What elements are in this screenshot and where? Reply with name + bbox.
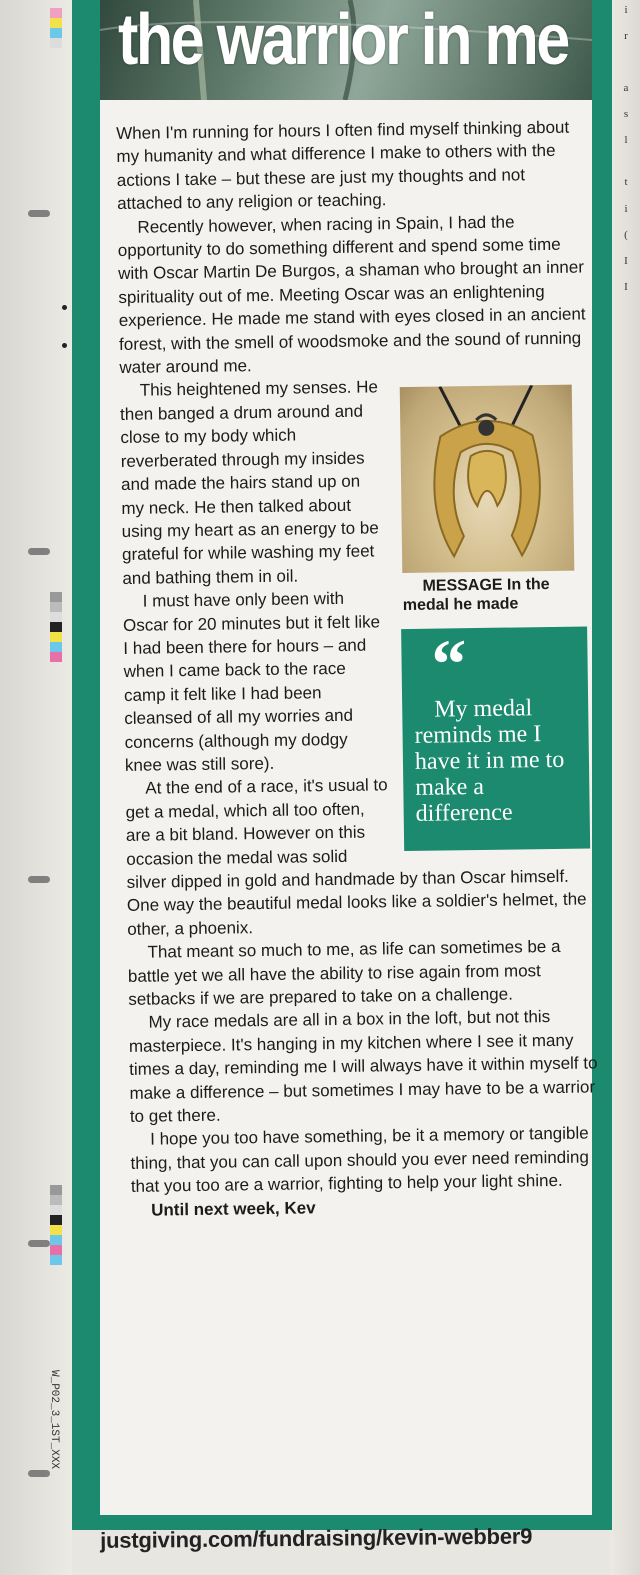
adjacent-letter: t — [624, 176, 628, 189]
page-margin-left — [0, 0, 72, 1575]
medal-photo — [400, 385, 575, 573]
adjacent-letter: I — [624, 254, 628, 267]
headline: the warrior in me — [118, 0, 568, 80]
adjacent-letter: r — [624, 30, 628, 43]
adjacent-letter: ( — [624, 228, 628, 241]
photo-caption — [402, 575, 595, 616]
margin-smudge — [28, 876, 50, 883]
pull-quote-text: My medal reminds me I have it in me to make a difference — [414, 695, 565, 828]
paragraph: My race medals are all in a box in the loft, but not this masterpiece. It's hanging in my kitchen where I see it many times a day, reminding me I will always have it within myself to make a difference – but sometimes I may have to be a warrior to get there. — [128, 1007, 598, 1126]
adjacent-letter: i — [624, 202, 628, 215]
fundraising-url: justgiving.com/fundraising/kevin-webber9 — [100, 1523, 533, 1553]
paragraph-text: This heightened my senses. He then banged a drum around and close to my body which reverberated through my insides and made the hairs stand up on my neck. He then talked about using my heart as an energy to be grateful for while washing my feet and bathing them in oil. — [119, 377, 379, 588]
sidebar-column — [392, 379, 599, 852]
adjacent-letter: i — [624, 4, 628, 16]
adjacent-letter: I — [624, 280, 628, 293]
adjacent-column-letters — [616, 4, 636, 307]
article-text — [116, 115, 603, 1222]
margin-dot — [62, 343, 67, 348]
paragraph: When I'm running for hours I often find myself thinking about my humanity and what difference I make to others with the actions I take – but these are just my thoughts and not attached to any religion or teaching. — [116, 117, 570, 214]
margin-smudge — [28, 210, 50, 217]
adjacent-letter: l — [624, 134, 628, 147]
margin-dot — [62, 305, 67, 310]
print-code: W_P02_3_1ST_XXX — [48, 1370, 60, 1470]
signoff: Until next week, Kev — [151, 1198, 316, 1220]
paragraph: I hope you too have something, be it a memory or tangible thing, that you can call upon should you ever need reminding that you too are a warrior, fighting to help your light shine. — [130, 1123, 590, 1197]
caption-rest: In the medal he made — [402, 576, 550, 615]
color-registration-marks-middle — [50, 592, 62, 662]
paragraph: Recently however, when racing in Spain, I had the opportunity to do something different and spend some time with Oscar Martin De Burgos, a shaman who brought an inner spirituality out of me. Meeting Oscar was an enlightening experience. He made me stand with eyes closed in an ancient forest, with the smell of woodsmoke and the sound of running water around me. — [117, 212, 586, 378]
adjacent-letter: s — [623, 108, 629, 121]
margin-smudge — [28, 548, 50, 555]
paragraph: I must have only been with Oscar for 20 minutes but it felt like I had been there for hours – and when I came back to the race camp it felt like I had been cleansed of all my worries and concerns (although my dodgy knee was still sore). — [122, 588, 381, 775]
color-registration-marks-bottom — [50, 1185, 62, 1265]
adjacent-letter: a — [623, 82, 629, 95]
caption-lead: MESSAGE — [422, 577, 503, 596]
pull-quote — [401, 627, 590, 852]
paragraph: That meant so much to me, as life can sometimes be a battle yet we all have the ability to rise again from most setbacks if we are prepared to take on a challenge. — [127, 937, 561, 1009]
quote-mark-icon: “ — [431, 626, 468, 705]
margin-smudge — [28, 1240, 50, 1247]
medal-icon — [400, 385, 575, 573]
color-registration-marks-top — [50, 8, 62, 48]
paragraph: At the end of a race, it's usual to get a medal, which all too often, are a bit bland. However on this occasion the medal was solid silver dipped in gold and handmade by than Oscar himself. One way the beautiful medal looks like a soldier's helmet, the other, a phoenix. — [125, 775, 587, 939]
